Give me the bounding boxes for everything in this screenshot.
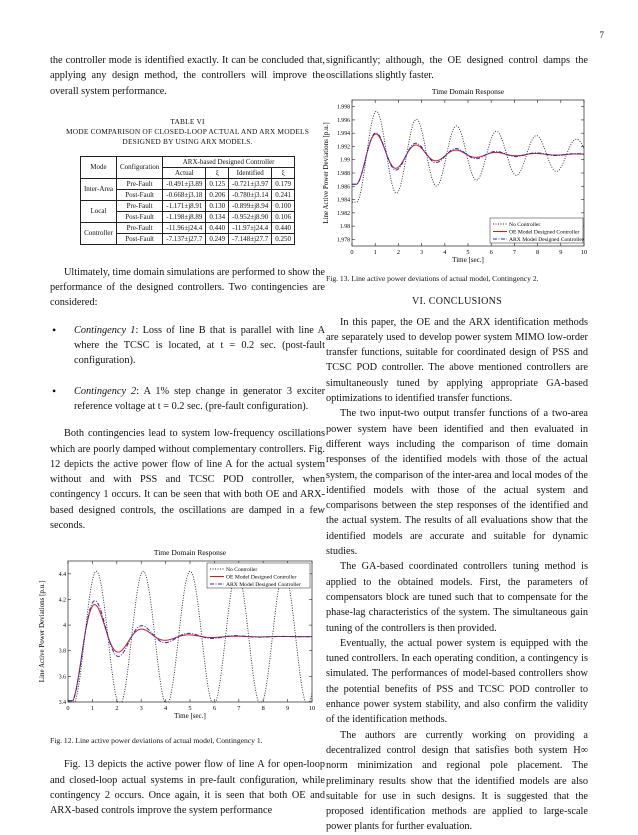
y-tick-label: 3.4 xyxy=(58,700,66,707)
y-tick-label: 4 xyxy=(63,623,66,630)
config-cell: Pre-Fault xyxy=(116,222,162,233)
xi-cell: 0.249 xyxy=(206,233,229,244)
y-tick-label: 1.982 xyxy=(336,210,350,217)
x-tick-label: 5 xyxy=(188,705,192,713)
xi-cell: 0.206 xyxy=(206,189,229,200)
x-tick-label: 2 xyxy=(115,705,119,713)
series-line xyxy=(352,111,584,202)
xi-cell: 0.100 xyxy=(272,200,295,211)
legend-label: No Controller xyxy=(226,567,258,574)
series-line xyxy=(68,605,312,701)
config-cell: Post-Fault xyxy=(116,189,162,200)
table-title: MODE COMPARISON OF CLOSED-LOOP ACTUAL AND ARX MODELS DESIGNED BY USING ARX MODELS. xyxy=(65,126,310,146)
table-row xyxy=(80,200,294,211)
identified-cell: -0.780±j3.14 xyxy=(229,189,272,200)
left-column xyxy=(38,53,326,819)
legend-label: No Controller xyxy=(509,221,541,228)
paragraph: In this paper, the OE and the ARX identification methods are separately used to develop power system MIMO low-order transfer functions, suitable for coordinated design of PSS and TCSC POD controller. The above mentioned controllers are simultaneously tuned by applying appropriate GA-based optimizations to identified transfer functions. xyxy=(326,316,588,405)
x-tick-label: 7 xyxy=(237,705,241,713)
x-tick-label: 1 xyxy=(90,705,94,713)
chart-title: Time Domain Response xyxy=(153,548,227,558)
mode-cell: Controller xyxy=(80,222,116,244)
y-axis-label: Line Active Power Deviations [p.u.] xyxy=(322,121,330,224)
actual-cell: -11.96±j24.4 xyxy=(163,222,206,233)
y-axis-label: Line Active Power Deviations [p.u.] xyxy=(38,581,46,683)
right-column xyxy=(322,53,588,835)
mode-cell: Inter-Area xyxy=(80,178,116,200)
config-cell: Post-Fault xyxy=(116,211,162,222)
legend-label: OE Model Designed Controller xyxy=(226,574,297,581)
list-item xyxy=(50,323,325,369)
x-tick-label: 8 xyxy=(261,705,265,713)
x-tick-label: 0 xyxy=(66,705,70,713)
paragraph: Both contingencies lead to system low-frequency oscillations which are poorly damped without complementary controllers. Fig. 12 depicts the active power flow of line A for the actual system without and with PSS and TCSC POD controller, when contingency 1 occurs. It can be seen that with both OE and ARX-based designed controls, the oscillations are damped in a few seconds. xyxy=(50,428,325,532)
xi-cell: 0.106 xyxy=(272,211,295,222)
header-xi: ξ xyxy=(206,167,229,178)
x-tick-label: 7 xyxy=(512,248,516,256)
identified-cell: -0.952±j8.90 xyxy=(229,211,272,222)
identified-cell: -7.148±j27.7 xyxy=(229,233,272,244)
x-tick-label: 8 xyxy=(536,248,540,256)
y-tick-label: 1.978 xyxy=(336,236,350,243)
series-line xyxy=(352,134,584,184)
contingency-text: : Loss of line B that is parallel with line A where the TCSC is located, at t = 0.2 sec. (post-fault configuration). xyxy=(74,324,326,367)
x-tick-label: 10 xyxy=(308,705,316,713)
x-axis-label: Time [sec.] xyxy=(174,712,206,721)
paragraph: The two input-two output transfer functions of a two-area power system have been identified and then evaluated in different ways including the comparison of time domain responses of the identified models with those of the actual system, the comparison of the inter-area and local modes of the identified models with those of the actual system and comparisons between the step responses of the identified and the actual system. The results of all evaluations show that the identified models are accurate and suitable for dynamic studies. xyxy=(326,408,588,558)
chart-title: Time Domain Response xyxy=(431,86,505,96)
x-tick-label: 4 xyxy=(443,248,447,256)
y-tick-label: 1.992 xyxy=(336,144,350,151)
actual-cell: -7.137±j27.7 xyxy=(163,233,206,244)
paragraph: the controller mode is identified exactly. It can be concluded that, applying any design method, the controllers will improve the overall system performance. xyxy=(50,55,325,97)
header-mode: Mode xyxy=(80,156,116,178)
identified-cell: -0.899±j8.94 xyxy=(229,200,272,211)
actual-cell: -0.668±j3.18 xyxy=(163,189,206,200)
xi-cell: 0.440 xyxy=(206,222,229,233)
y-tick-label: 4.4 xyxy=(58,572,66,579)
config-cell: Pre-Fault xyxy=(116,178,162,189)
table-row xyxy=(80,222,294,233)
x-tick-label: 3 xyxy=(420,248,424,256)
y-tick-label: 3.6 xyxy=(58,674,66,681)
contingency-label: Contingency 2 xyxy=(74,385,137,397)
x-tick-label: 5 xyxy=(466,248,470,256)
x-axis-label: Time [sec.] xyxy=(452,255,484,264)
identified-cell: -11.97±j24.4 xyxy=(229,222,272,233)
actual-cell: -1.198±j8.89 xyxy=(163,211,206,222)
y-tick-label: 1.994 xyxy=(336,130,350,137)
figure-caption: Fig. 12. Line active power deviations of actual model, Contingency 1. xyxy=(50,736,263,746)
header-identified: Identified xyxy=(229,167,272,178)
x-tick-label: 6 xyxy=(212,705,216,713)
x-tick-label: 1 xyxy=(373,248,377,256)
config-cell: Pre-Fault xyxy=(116,200,162,211)
xi-cell: 0.250 xyxy=(272,233,295,244)
paragraph: The authors are currently working on providing a decentralized control design that satisfies both system H∞ norm minimization and regional pole placement. The preliminary results show that the identified models are also suitable for use in such designs. It is suggested that the proposed identification methods are applied to large-scale power plants for further evaluation. xyxy=(326,729,588,833)
series-line xyxy=(68,601,312,701)
fig12-chart xyxy=(38,547,325,723)
y-tick-label: 4.2 xyxy=(58,597,66,604)
xi-cell: 0.134 xyxy=(206,211,229,222)
contingency-label: Contingency 1 xyxy=(74,324,136,336)
table-number: TABLE VI xyxy=(170,116,205,126)
table-row xyxy=(80,178,294,189)
xi-cell: 0.130 xyxy=(206,200,229,211)
mode-cell: Local xyxy=(80,200,116,222)
y-tick-label: 3.8 xyxy=(58,649,66,656)
bullet-icon: • xyxy=(52,322,57,337)
xi-cell: 0.125 xyxy=(206,178,229,189)
y-tick-label: 1.988 xyxy=(336,170,350,177)
legend-label: ARX Model Designed Controller xyxy=(509,236,584,243)
x-tick-label: 6 xyxy=(489,248,493,256)
identified-cell: -0.721±j3.97 xyxy=(229,178,272,189)
y-tick-label: 1.996 xyxy=(336,117,350,124)
mode-comparison-table xyxy=(80,156,295,245)
legend-label: OE Model Designed Controller xyxy=(509,229,580,236)
y-tick-label: 1.98 xyxy=(339,223,350,230)
xi-cell: 0.241 xyxy=(272,189,295,200)
y-tick-label: 1.99 xyxy=(339,157,350,164)
header-group: ARX-based Designed Controller xyxy=(163,156,295,167)
y-tick-label: 1.986 xyxy=(336,183,350,190)
bullet-icon: • xyxy=(52,383,57,398)
config-cell: Post-Fault xyxy=(116,233,162,244)
x-tick-label: 2 xyxy=(396,248,400,256)
x-tick-label: 0 xyxy=(350,248,354,256)
paragraph: Ultimately, time domain simulations are performed to show the performance of the designed controllers. Two contingencies are considered: xyxy=(50,266,325,309)
y-tick-label: 1.984 xyxy=(336,197,350,204)
legend-label: ARX Model Designed Controller xyxy=(226,582,301,589)
xi-cell: 0.440 xyxy=(272,222,295,233)
section-heading: VI. CONCLUSIONS xyxy=(411,295,503,307)
header-actual: Actual xyxy=(163,167,206,178)
y-tick-label: 1.998 xyxy=(336,104,350,111)
paragraph: significantly; although, the OE designed control damps the oscillations slightly faster. xyxy=(326,55,588,82)
x-tick-label: 4 xyxy=(164,705,168,713)
table-caption xyxy=(50,117,325,147)
x-tick-label: 3 xyxy=(139,705,143,713)
xi-cell: 0.179 xyxy=(272,178,295,189)
actual-cell: -1.171±j8.91 xyxy=(163,200,206,211)
contingency-text: : A 1% step change in generator 3 exciter reference voltage at t = 0.2 sec. (pre-fault configuration). xyxy=(74,385,326,412)
list-item xyxy=(50,384,325,415)
paragraph: Eventually, the actual power system is equipped with the tuned controllers. In each operating condition, a contingency is simulated. The performances of model-based controllers show the potential benefits of PSS and TCSC POD controller to enhance power system stability, and also confirm the validity of the identification methods. xyxy=(326,637,588,726)
header-xi: ξ xyxy=(272,167,295,178)
page-number: 7 xyxy=(599,30,604,40)
figure-caption: Fig. 13. Line active power deviations of actual model, Contingency 2. xyxy=(326,273,539,283)
x-tick-label: 9 xyxy=(559,248,563,256)
fig13-chart xyxy=(322,86,588,267)
paragraph: The GA-based coordinated controllers tuning method is applied to the obtained models. First, the parameters of compensators block are tuned such that to compensate for the phase-lag characteristics of the system. The simultaneous gain tuning of the controllers is then provided. xyxy=(326,561,588,634)
actual-cell: -0.491±j3.89 xyxy=(163,178,206,189)
x-tick-label: 10 xyxy=(580,248,588,256)
x-tick-label: 9 xyxy=(286,705,290,713)
header-configuration: Configuration xyxy=(116,156,162,178)
paragraph: Fig. 13 depicts the active power flow of line A for open-loop and closed-loop actual systems in pre-fault configuration, while contingency 2 occurs. Once again, it is seen that both OE and ARX-based controls improve the system performance xyxy=(50,759,325,817)
